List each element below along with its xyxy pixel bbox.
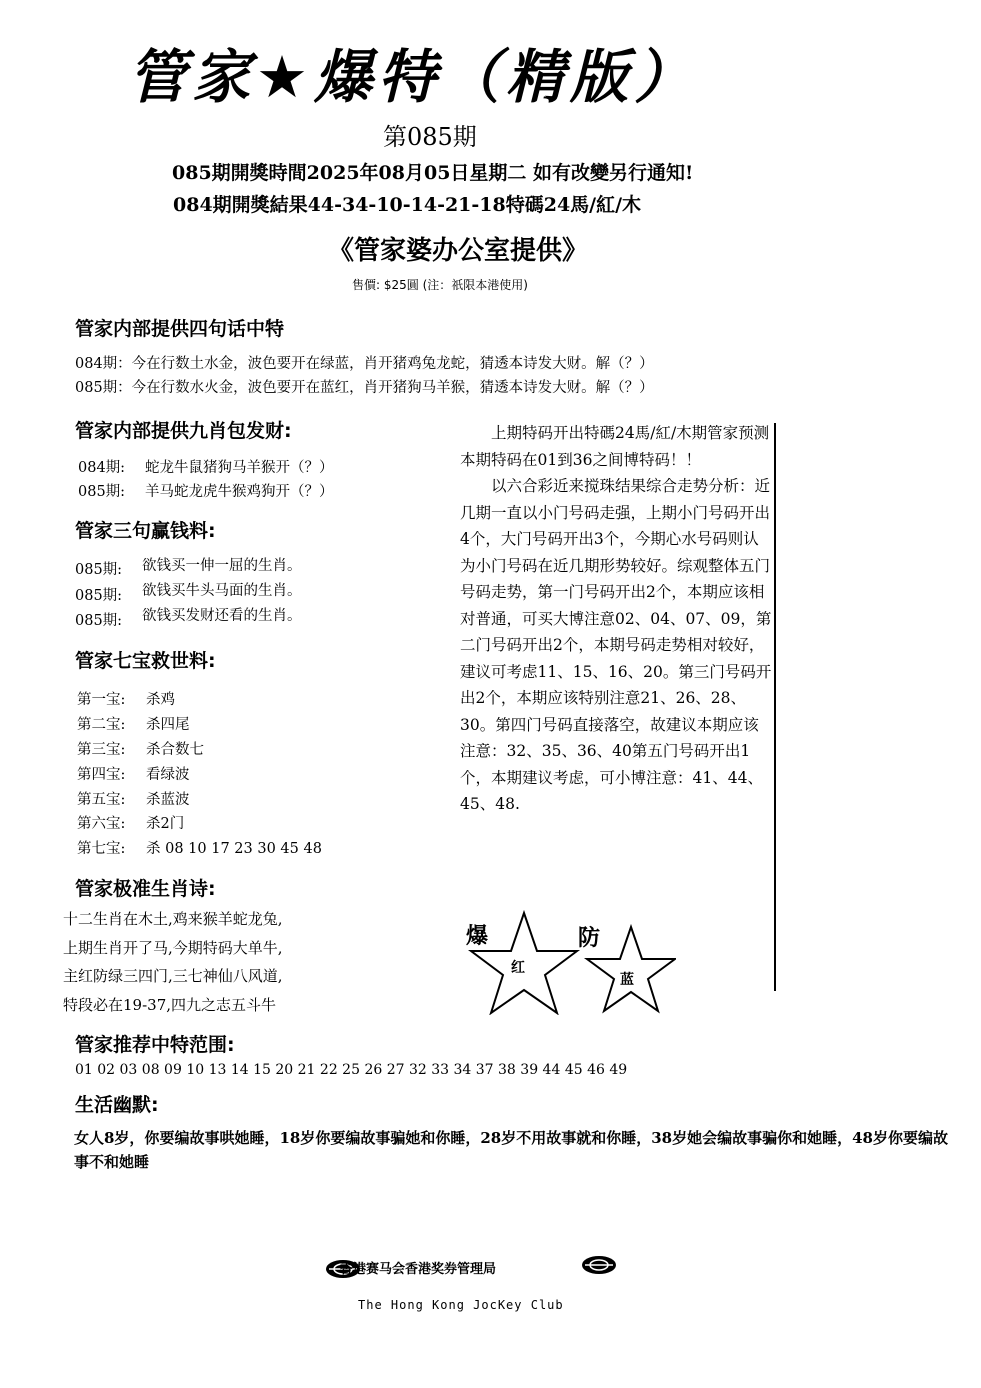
treasure-text: 杀2门	[146, 816, 185, 832]
page-title: 管家★爆特（精版）	[128, 43, 698, 111]
humor-heading: 生活幽默:	[75, 1094, 159, 1116]
treasure-label: 第六宝:	[77, 816, 126, 832]
nine-zodiac-heading: 管家内部提供九肖包发财:	[75, 420, 292, 442]
analysis-text	[460, 420, 772, 818]
price-note: 售價: $25圓 (注：祇限本港使用)	[352, 278, 528, 292]
last-result: 084期開獎結果44-34-10-14-21-18特碼24馬/紅/木	[173, 194, 642, 216]
three-line-period: 085期:	[75, 588, 123, 604]
three-line-text: 欲钱买一伸一屈的生肖。	[142, 558, 302, 574]
treasure-text: 杀 08 10 17 23 30 45 48	[146, 841, 322, 857]
treasure-label: 第一宝:	[77, 692, 126, 708]
three-line-text: 欲钱买发财还看的生肖。	[142, 608, 302, 624]
four-line-heading: 管家内部提供四句话中特	[75, 318, 285, 340]
nine-zodiac-period: 085期:	[78, 484, 126, 500]
red-label: 红	[511, 960, 525, 976]
four-line-row: 085期：今在行数水火金，波色要开在蓝红，肖开猪狗马羊猴，猜透本诗发大财。解（？）	[75, 380, 654, 396]
poem-line: 特段必在19-37,四九之志五斗牛	[63, 995, 277, 1014]
analysis-para: 以六合彩近来搅珠结果综合走势分析：近几期一直以小门号码走强，上期小门号码开出4个，大门号码开出3个，今期心水号码则认为小门号码在近几期形势较好。综观整体五门号码走势，第一门号码开出2个，本期应该相对普通，可买大博注意02、04、07、09，第二门号码开出2个，本期号码走势相对较好，建议可考虑11、15、16、20。第三门号码开出2个，本期应该特别注意21、26、28、30。第四门号码直接落空，故建议本期应该注意：32、35、36、40第五门号码开出1个，本期建议考虑，可小博注意：41、44、45、48.	[460, 477, 772, 813]
range-numbers: 01 02 03 08 09 10 13 14 15 20 21 22 25 26 27 32 33 34 37 38 39 44 45 46 49	[75, 1062, 628, 1078]
blue-label: 蓝	[620, 972, 634, 988]
star-svg	[456, 905, 676, 1015]
nine-zodiac-text: 蛇龙牛鼠猪狗马羊猴开（？）	[145, 460, 334, 476]
poem-line: 主红防绿三四门,三七神仙八风道,	[63, 967, 283, 985]
treasure-text: 杀鸡	[146, 692, 175, 708]
three-line-period: 085期:	[75, 562, 123, 578]
treasure-label: 第三宝:	[77, 742, 126, 758]
treasure-text: 杀合数七	[146, 742, 204, 758]
stars-graphic	[456, 905, 676, 1015]
treasure-label: 第七宝:	[77, 841, 126, 857]
treasure-text: 杀蓝波	[146, 792, 190, 808]
treasure-text: 杀四尾	[146, 717, 190, 733]
humor-text: 女人8岁，你要编故事哄她睡，18岁你要编故事骗她和你睡，28岁不用故事就和你睡，38岁她会编故事骗你和她睡，48岁你要编故事不和她睡	[74, 1129, 948, 1171]
three-line-heading: 管家三句赢钱料:	[75, 520, 216, 542]
bao-label: 爆	[466, 923, 489, 949]
treasure-label: 第二宝:	[77, 717, 126, 733]
fang-label: 防	[578, 925, 601, 951]
analysis-para: 上期特码开出特碼24馬/紅/木期管家预测本期特码在01到36之间博特码！！	[460, 424, 770, 469]
treasure-label: 第四宝:	[77, 767, 126, 783]
poem-heading: 管家极准生肖诗:	[75, 878, 216, 900]
hkjc-logo-icon	[580, 1254, 618, 1276]
org-name-cn: 香港赛马会香港奖券管理局	[340, 1262, 497, 1277]
nine-zodiac-period: 084期:	[78, 460, 126, 476]
draw-time-notice: 085期開獎時間2025年08月05日星期二 如有改變另行通知!	[172, 162, 694, 184]
issue-number: 第085期	[383, 123, 477, 151]
treasure-label: 第五宝:	[77, 792, 126, 808]
treasure-text: 看绿波	[146, 767, 190, 783]
poem-line: 上期生肖开了马,今期特码大单牛,	[63, 938, 283, 957]
org-name-en: The Hong Kong JocKey Club	[358, 1298, 564, 1312]
three-line-text: 欲钱买牛头马面的生肖。	[142, 583, 302, 599]
poem-line: 十二生肖在木土,鸡来猴羊蛇龙兔,	[63, 910, 283, 928]
seven-treasures-heading: 管家七宝救世料:	[75, 650, 216, 672]
range-heading: 管家推荐中特范围:	[75, 1034, 235, 1056]
provider: 《管家婆办公室提供》	[328, 236, 589, 266]
nine-zodiac-text: 羊马蛇龙虎牛猴鸡狗开（？）	[145, 484, 334, 500]
four-line-row: 084期：今在行数土水金，波色要开在绿蓝，肖开猪鸡兔龙蛇，猜透本诗发大财。解（？）	[75, 356, 654, 372]
three-line-period: 085期:	[75, 613, 123, 629]
poem-body	[63, 905, 283, 1019]
